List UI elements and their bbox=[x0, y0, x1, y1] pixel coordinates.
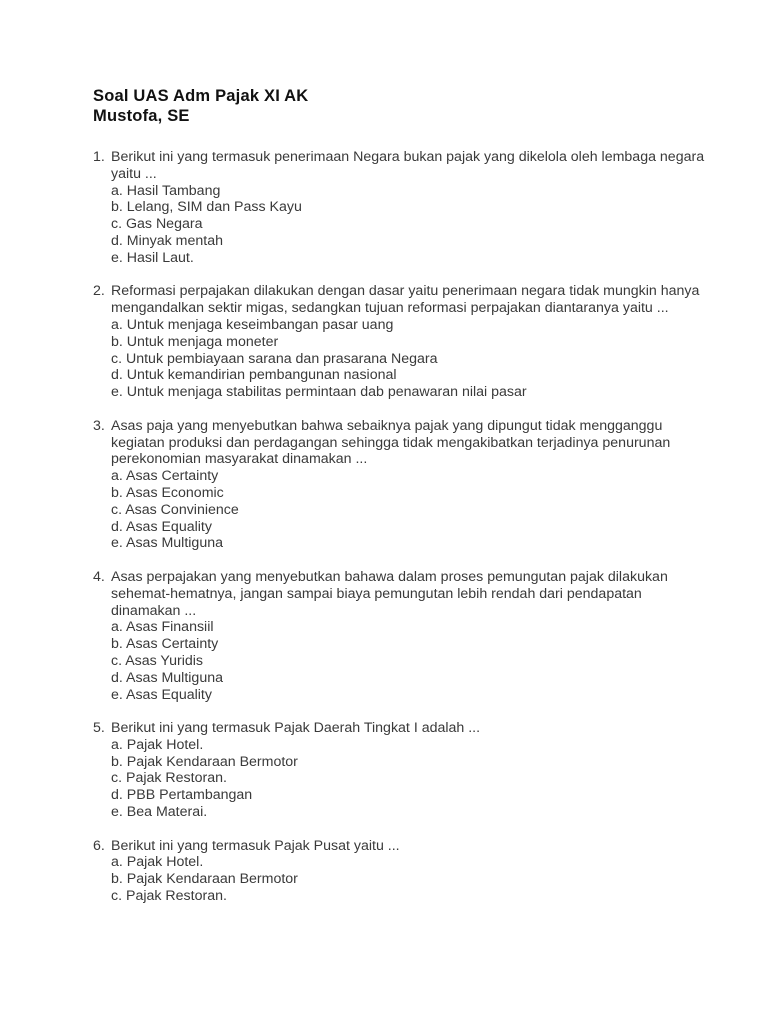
question-number: 5. bbox=[93, 720, 105, 737]
option-list bbox=[93, 317, 713, 401]
option-d: d. PBB Pertambangan bbox=[111, 787, 253, 804]
question-2 bbox=[93, 283, 713, 401]
question-6 bbox=[93, 838, 713, 905]
option-c: c. Asas Convinience bbox=[111, 501, 239, 518]
option-e: e. Untuk menjaga stabilitas permintaan dab penawaran nilai pasar bbox=[111, 384, 527, 401]
question-4 bbox=[93, 569, 713, 703]
question-number: 4. bbox=[93, 568, 105, 585]
question-text: Reformasi perpajakan dilakukan dengan dasar yaitu penerimaan negara tidak mungkin hanya mengandalkan sektir migas, sedangkan tujuan reformasi perpajakan diantaranya yaitu ... bbox=[111, 283, 700, 317]
question-list bbox=[93, 149, 713, 905]
option-a: a. Hasil Tambang bbox=[111, 182, 221, 199]
option-e: e. Asas Equality bbox=[111, 686, 212, 703]
option-a: a. Untuk menjaga keseimbangan pasar uang bbox=[111, 316, 394, 333]
question-text: Asas perpajakan yang menyebutkan bahawa dalam proses pemungutan pajak dilakukan sehemat-hematnya, jangan sampai biaya pemungutan lebih rendah dari pendapatan dinamakan ... bbox=[111, 568, 668, 619]
option-c: c. Pajak Restoran. bbox=[111, 888, 227, 905]
document-title: Soal UAS Adm Pajak XI AK bbox=[93, 87, 309, 105]
question-number: 1. bbox=[93, 149, 105, 165]
option-list bbox=[93, 737, 713, 821]
question-text: Berikut ini yang termasuk penerimaan Negara bukan pajak yang dikelola oleh lembaga negara yaitu ... bbox=[111, 149, 705, 182]
option-e: e. Asas Multiguna bbox=[111, 535, 223, 552]
option-b: b. Pajak Kendaraan Bermotor bbox=[111, 871, 298, 888]
question-text: Asas paja yang menyebutkan bahwa sebaiknya pajak yang dipungut tidak mengganggu kegiatan produksi dan perdagangan sehingga tidak mengakibatkan terjadinya penurunan perekonomian masyarakat dinamakan ... bbox=[111, 417, 671, 468]
question-number: 3. bbox=[93, 417, 105, 434]
option-c: c. Untuk pembiayaan sarana dan prasarana Negara bbox=[111, 350, 438, 367]
option-list bbox=[93, 854, 713, 904]
option-c: c. Asas Yuridis bbox=[111, 652, 204, 669]
option-d: d. Asas Equality bbox=[111, 518, 212, 535]
option-e: e. Hasil Laut. bbox=[111, 249, 194, 266]
option-b: b. Lelang, SIM dan Pass Kayu bbox=[111, 199, 302, 216]
option-list bbox=[93, 183, 713, 267]
option-b: b. Asas Certainty bbox=[111, 636, 219, 653]
option-list bbox=[93, 468, 713, 552]
option-a: a. Asas Certainty bbox=[111, 468, 219, 485]
question-5 bbox=[93, 720, 713, 821]
option-c: c. Pajak Restoran. bbox=[111, 770, 227, 787]
option-list bbox=[93, 619, 713, 703]
option-d: d. Minyak mentah bbox=[111, 232, 223, 249]
question-1 bbox=[93, 149, 713, 267]
option-d: d. Untuk kemandirian pembangunan nasional bbox=[111, 367, 397, 384]
question-number: 6. bbox=[93, 837, 105, 854]
question-3 bbox=[93, 418, 713, 552]
option-b: b. Asas Economic bbox=[111, 484, 224, 501]
document-author: Mustofa, SE bbox=[93, 107, 190, 125]
option-b: b. Untuk menjaga moneter bbox=[111, 333, 279, 350]
option-b: b. Pajak Kendaraan Bermotor bbox=[111, 753, 298, 770]
option-c: c. Gas Negara bbox=[111, 216, 203, 233]
option-a: a. Pajak Hotel. bbox=[111, 854, 204, 871]
document-page bbox=[93, 86, 713, 922]
question-number: 2. bbox=[93, 283, 105, 300]
option-a: a. Pajak Hotel. bbox=[111, 736, 204, 753]
question-text: Berikut ini yang termasuk Pajak Pusat yaitu ... bbox=[111, 837, 400, 854]
question-text: Berikut ini yang termasuk Pajak Daerah Tingkat I adalah ... bbox=[111, 720, 481, 737]
option-e: e. Bea Materai. bbox=[111, 804, 208, 821]
option-d: d. Asas Multiguna bbox=[111, 669, 223, 686]
option-a: a. Asas Finansiil bbox=[111, 619, 214, 636]
